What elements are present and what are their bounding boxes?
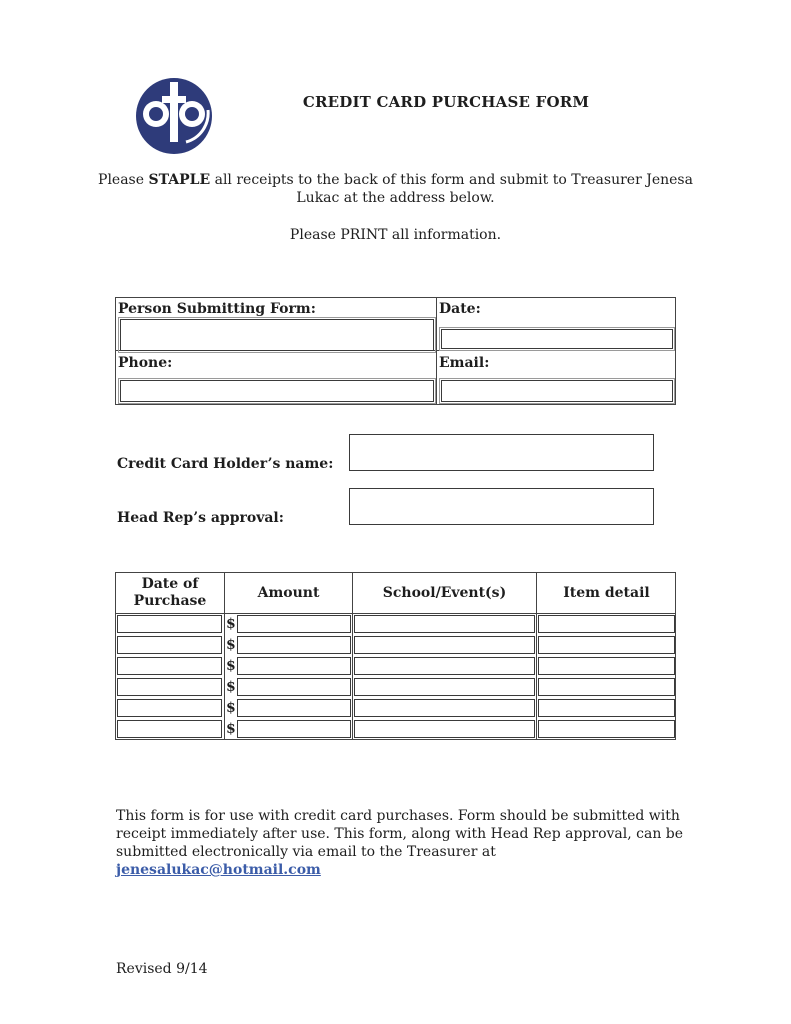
purchases-table <box>115 572 676 740</box>
purchase-row <box>116 635 675 656</box>
date-cell[interactable] <box>117 678 222 696</box>
revision-note: Revised 9/14 <box>116 961 208 977</box>
header-item-detail: Item detail <box>563 584 650 601</box>
amount-cell[interactable] <box>237 636 351 654</box>
email-label: Email: <box>439 355 490 371</box>
dollar-sign: $ <box>226 679 236 695</box>
date-cell[interactable] <box>117 636 222 654</box>
footer-line-1: This form is for use with credit card purchases. Form should be submitted with <box>116 808 680 824</box>
amount-cell[interactable] <box>237 615 351 633</box>
footer-note <box>116 807 696 879</box>
date-label: Date: <box>439 301 481 317</box>
item-detail-cell[interactable] <box>538 678 675 696</box>
item-detail-cell[interactable] <box>538 615 675 633</box>
person-label: Person Submitting Form: <box>118 301 316 317</box>
dollar-sign: $ <box>226 616 236 632</box>
school-event-cell[interactable] <box>354 720 535 738</box>
date-cell[interactable] <box>117 699 222 717</box>
treasurer-email-link[interactable]: jenesalukac@hotmail.com <box>116 862 321 878</box>
school-event-cell[interactable] <box>354 615 535 633</box>
purchase-row <box>116 656 675 677</box>
item-detail-cell[interactable] <box>538 699 675 717</box>
head-rep-approval-field[interactable] <box>349 488 654 525</box>
date-cell[interactable] <box>117 615 222 633</box>
header-school-event: School/Event(s) <box>382 584 507 601</box>
purchase-row <box>116 677 675 698</box>
amount-cell[interactable] <box>237 720 351 738</box>
pto-logo <box>134 76 214 156</box>
head-rep-label: Head Rep’s approval: <box>117 510 284 526</box>
footer-line-2: receipt immediately after use. This form, along with Head Rep approval, can be <box>116 826 684 842</box>
instruction-line-2: Lukac at the address below. <box>296 190 495 206</box>
card-holder-field[interactable] <box>349 434 654 471</box>
instruction-line-1: Please STAPLE all receipts to the back of this form and submit to Treasurer Jenesa <box>98 172 693 188</box>
item-detail-cell[interactable] <box>538 636 675 654</box>
footer-line-3: submitted electronically via email to the Treasurer at jenesalukac@hotmail.com <box>116 844 496 878</box>
header-date-of-purchase: Date of Purchase <box>133 576 207 609</box>
school-event-cell[interactable] <box>354 636 535 654</box>
school-event-cell[interactable] <box>354 657 535 675</box>
email-field[interactable] <box>441 380 673 402</box>
school-event-cell[interactable] <box>354 678 535 696</box>
purchase-row <box>116 719 675 740</box>
form-title: CREDIT CARD PURCHASE FORM <box>302 93 590 111</box>
dollar-sign: $ <box>226 700 236 716</box>
amount-cell[interactable] <box>237 699 351 717</box>
school-event-cell[interactable] <box>354 699 535 717</box>
person-field[interactable] <box>120 319 434 351</box>
submitter-info-box <box>115 297 676 405</box>
purchase-row <box>116 614 675 635</box>
purchase-row <box>116 698 675 719</box>
dollar-sign: $ <box>226 658 236 674</box>
date-field[interactable] <box>441 329 673 349</box>
date-cell[interactable] <box>117 720 222 738</box>
dollar-sign: $ <box>226 637 236 653</box>
header-amount: Amount <box>257 584 320 601</box>
phone-label: Phone: <box>118 355 173 371</box>
dollar-sign: $ <box>226 721 236 737</box>
print-instruction: Please PRINT all information. <box>289 227 502 243</box>
card-holder-label: Credit Card Holder’s name: <box>117 456 334 472</box>
amount-cell[interactable] <box>237 678 351 696</box>
phone-field[interactable] <box>120 380 434 402</box>
item-detail-cell[interactable] <box>538 720 675 738</box>
date-cell[interactable] <box>117 657 222 675</box>
item-detail-cell[interactable] <box>538 657 675 675</box>
amount-cell[interactable] <box>237 657 351 675</box>
